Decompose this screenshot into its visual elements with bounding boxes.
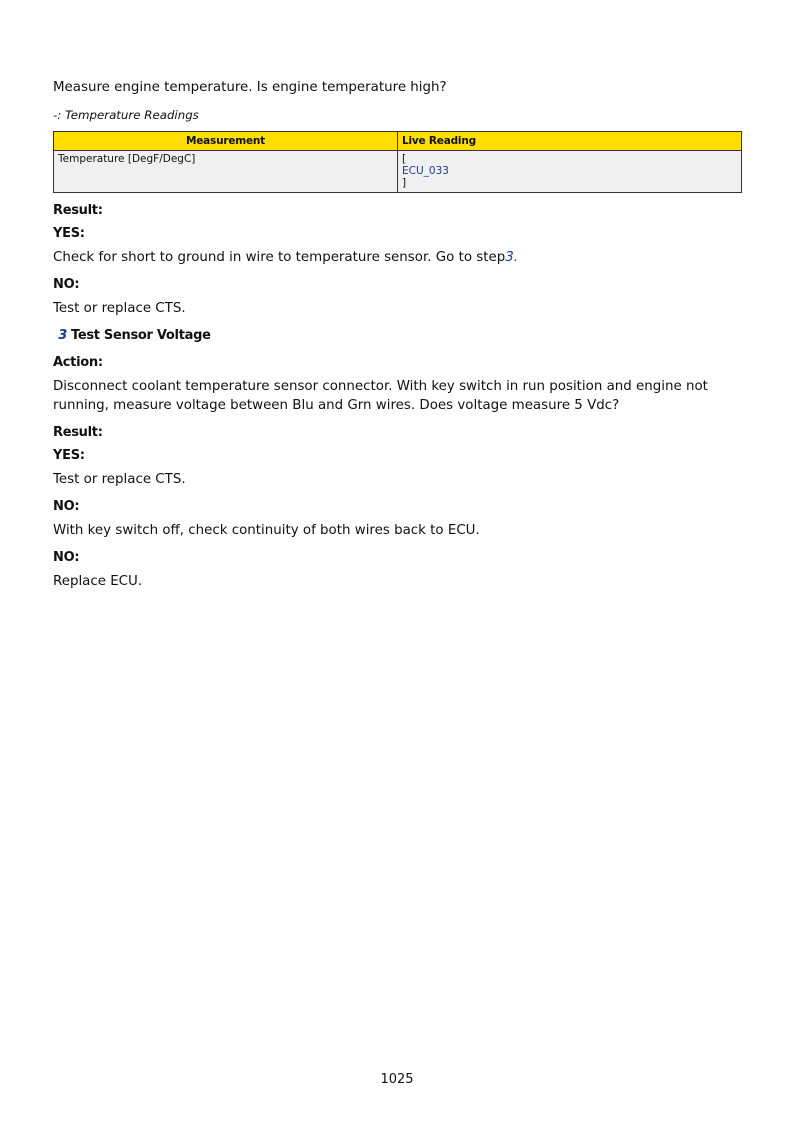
yes-label: YES:: [53, 226, 85, 241]
measurement-cell: Temperature [DegF/DegC]: [54, 151, 398, 193]
yes-instruction: [53, 248, 741, 267]
document-body: [53, 78, 741, 591]
live-reading-close-bracket: ]: [402, 177, 407, 189]
action-instruction: Disconnect coolant temperature sensor connector. With key switch in run position and engine not running, measure voltage between Blu and Grn wires. Does voltage measure 5 Vdc?: [53, 379, 708, 413]
header-measurement: Measurement: [54, 132, 398, 151]
step3-no-instruction-2: Replace ECU.: [53, 574, 143, 589]
live-reading-cell: [398, 151, 742, 193]
result-label: Result:: [53, 203, 103, 218]
step-number: 3: [58, 328, 67, 343]
yes-instruction-text: Check for short to ground in wire to temperature sensor. Go to step: [53, 250, 506, 265]
step3-no-instruction-1: With key switch off, check continuity of both wires back to ECU.: [53, 523, 480, 538]
step3-yes-label: YES:: [53, 448, 85, 463]
table-header-row: [54, 132, 742, 151]
intro-question: Measure engine temperature. Is engine temperature high?: [53, 80, 447, 95]
step3-result-label: Result:: [53, 425, 103, 440]
step3-no-label-1: NO:: [53, 499, 80, 514]
action-label: Action:: [53, 355, 103, 370]
header-live-reading: Live Reading: [398, 132, 742, 151]
step-3-link[interactable]: 3.: [505, 250, 519, 265]
step-3-heading: [53, 327, 741, 345]
live-reading-open-bracket: [: [402, 153, 407, 165]
step-title: Test Sensor Voltage: [71, 328, 211, 343]
temperature-readings-table: [53, 131, 742, 193]
step3-no-label-2: NO:: [53, 550, 80, 565]
ecu-033-link[interactable]: ECU_033: [402, 165, 449, 177]
table-caption: -: Temperature Readings: [53, 108, 199, 122]
no-instruction: Test or replace CTS.: [53, 301, 186, 316]
table-row: [54, 151, 742, 193]
step3-yes-instruction: Test or replace CTS.: [53, 472, 186, 487]
page-number: 1025: [380, 1072, 414, 1087]
no-label: NO:: [53, 277, 80, 292]
